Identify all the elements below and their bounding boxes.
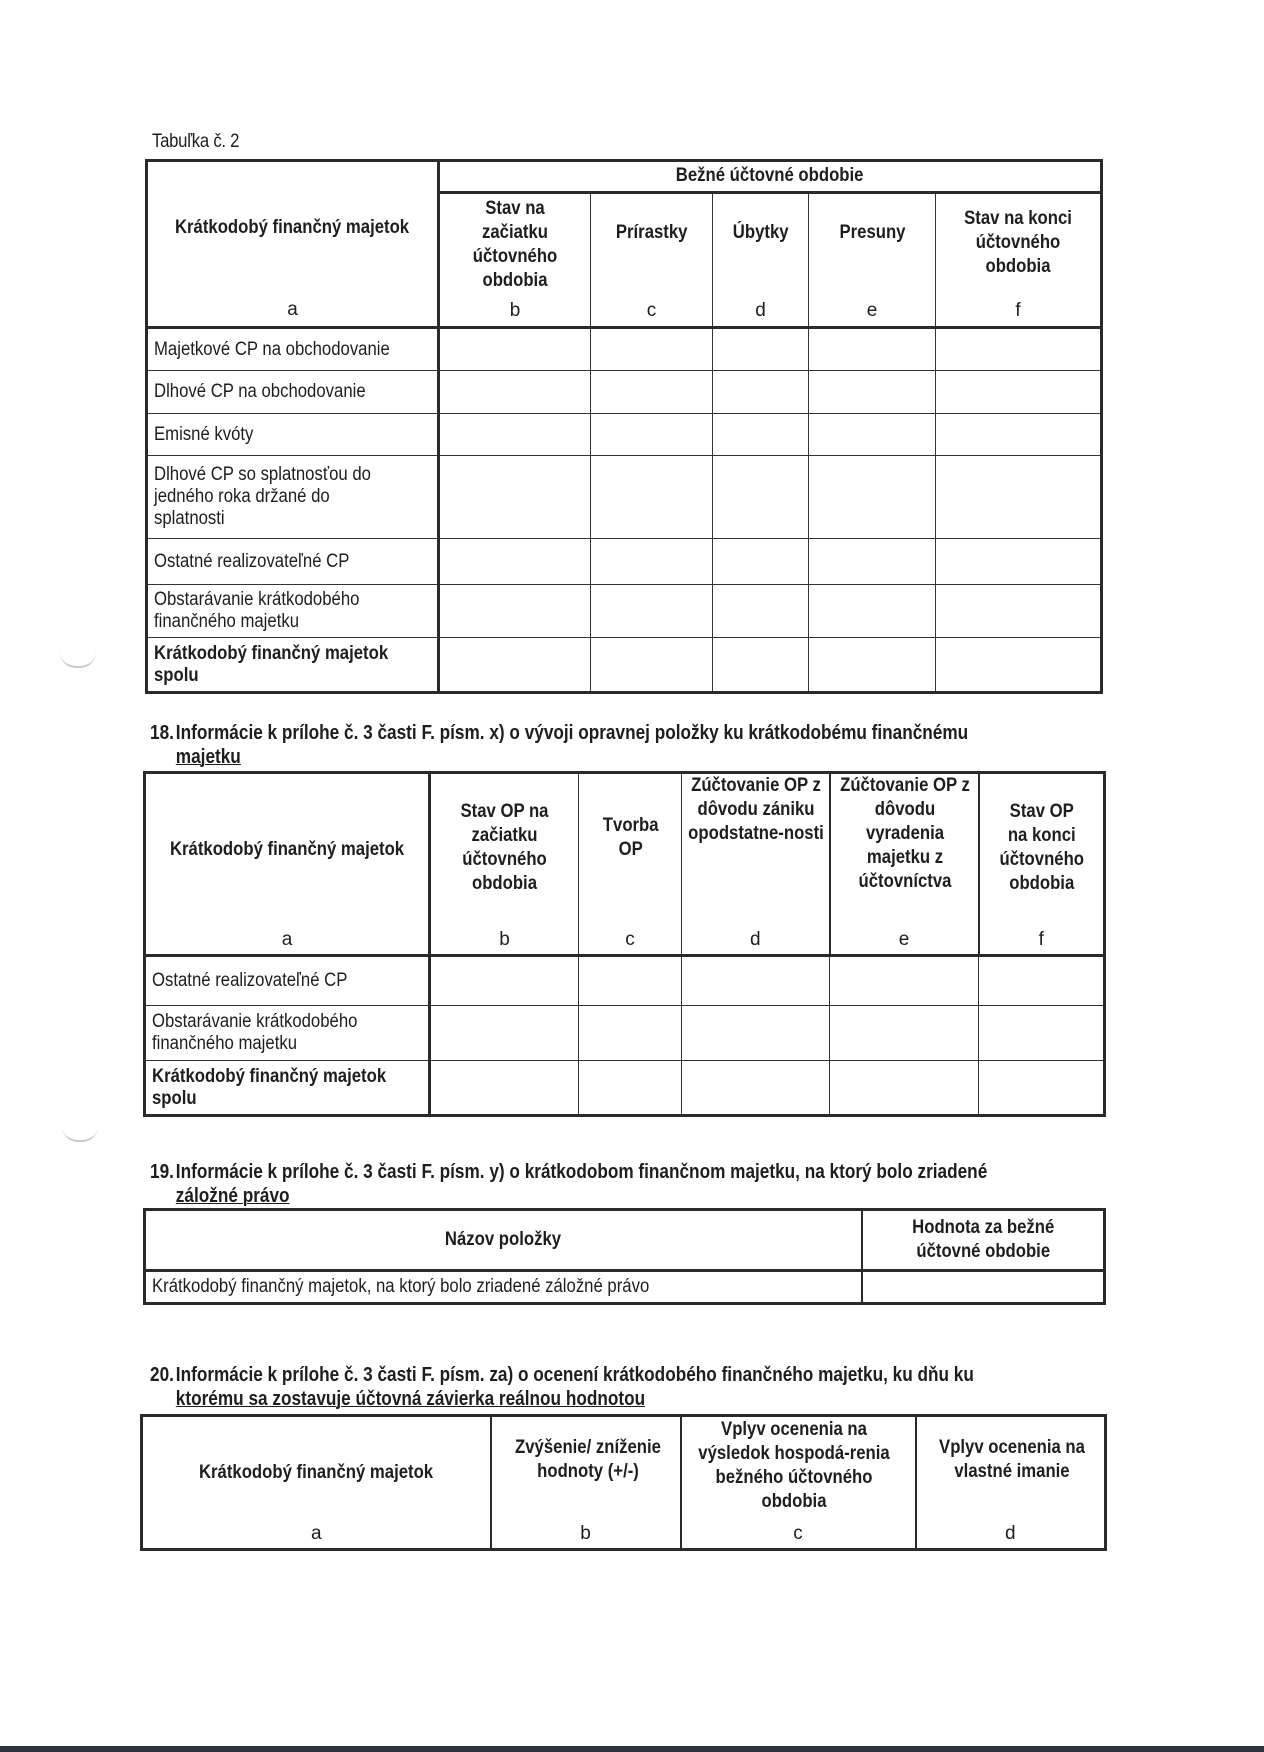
row-label: Dlhové CP na obchodovanie [147, 371, 439, 414]
column-header-b: Zvýšenie/ zníženie hodnoty (+/-) b [491, 1416, 681, 1550]
table-pledged-assets [143, 1208, 1106, 1305]
value-cell[interactable] [591, 328, 713, 371]
group-header: Bežné účtovné obdobie [439, 161, 1102, 193]
column-header-e: Presuny e [809, 192, 936, 327]
scan-edge [0, 1746, 1264, 1752]
value-cell[interactable] [682, 956, 830, 1006]
row-label-total: Krátkodobý finančný majetok spolu [147, 638, 439, 693]
value-cell[interactable] [713, 414, 809, 456]
column-header-a: Krátkodobý finančný majetok a [145, 773, 430, 956]
value-cell[interactable] [936, 585, 1102, 638]
value-cell[interactable] [979, 1006, 1105, 1061]
value-cell[interactable] [713, 585, 809, 638]
table-caption: Tabuľka č. 2 [152, 131, 240, 152]
value-cell[interactable] [591, 414, 713, 456]
value-cell[interactable] [430, 1061, 579, 1116]
row-label: Dlhové CP so splatnosťou do jedného roka držané do splatnosti [147, 456, 439, 539]
value-cell[interactable] [713, 456, 809, 539]
row-label: Obstarávanie krátkodobého finančného majetku [145, 1006, 430, 1061]
value-cell[interactable] [809, 585, 936, 638]
value-cell[interactable] [713, 371, 809, 414]
column-header-a: Krátkodobý finančný majetok a [147, 161, 439, 328]
value-cell[interactable] [936, 371, 1102, 414]
section-19-heading: 19.Informácie k prílohe č. 3 časti F. písm. y) o krátkodobom finančnom majetku, na ktorý bolo zriadené záložné právo [150, 1161, 988, 1207]
section-20-heading: 20.Informácie k prílohe č. 3 časti F. písm. za) o ocenení krátkodobého finančného majetku, ku dňu ku ktorému sa zostavuje účtovná závierka reálnou hodnotou [150, 1364, 974, 1410]
column-header-d: Vplyv ocenenia na vlastné imanie d [916, 1416, 1106, 1550]
table-row [147, 456, 1102, 539]
table-row [147, 328, 1102, 371]
value-cell[interactable] [439, 328, 591, 371]
column-header-f: Stav na konci účtovného obdobia f [936, 192, 1102, 327]
value-cell[interactable] [936, 456, 1102, 539]
table-row [147, 414, 1102, 456]
table-row [145, 1271, 1105, 1304]
column-header-current-value: Hodnota za bežné účtovné obdobie [862, 1210, 1105, 1271]
column-header-item-name: Názov položky [145, 1210, 862, 1271]
row-label: Majetkové CP na obchodovanie [147, 328, 439, 371]
table-allowance-development [143, 771, 1106, 1117]
row-label: Krátkodobý finančný majetok, na ktorý bolo zriadené záložné právo [145, 1271, 862, 1304]
value-cell[interactable] [713, 328, 809, 371]
value-cell[interactable] [809, 539, 936, 585]
value-cell[interactable] [591, 539, 713, 585]
value-cell[interactable] [439, 371, 591, 414]
punch-hole-mark [60, 652, 96, 668]
value-cell[interactable] [936, 328, 1102, 371]
column-header-c: Vplyv ocenenia na výsledok hospodá-renia bežného účtovného obdobia c [681, 1416, 916, 1550]
section-18-heading: 18.Informácie k prílohe č. 3 časti F. písm. x) o vývoji opravnej položky ku krátkodobému finančnému majetku [150, 722, 969, 768]
value-cell[interactable] [809, 328, 936, 371]
value-cell[interactable] [809, 638, 936, 693]
value-cell[interactable] [579, 1061, 682, 1116]
value-cell[interactable] [430, 1006, 579, 1061]
column-header-b: Stav OP na začiatku účtovného obdobia b [430, 773, 579, 956]
column-header-c: Tvorba OP c [579, 773, 682, 956]
value-cell[interactable] [936, 539, 1102, 585]
table-row [147, 585, 1102, 638]
value-cell[interactable] [979, 1061, 1105, 1116]
table-row [147, 371, 1102, 414]
table-fair-value-valuation [140, 1414, 1107, 1551]
value-cell[interactable] [591, 371, 713, 414]
value-cell[interactable] [830, 1006, 979, 1061]
value-cell[interactable] [591, 638, 713, 693]
value-cell[interactable] [830, 956, 979, 1006]
value-cell[interactable] [809, 456, 936, 539]
column-header-b: Stav na začiatku účtovného obdobia b [439, 192, 591, 327]
column-header-a: Krátkodobý finančný majetok a [142, 1416, 491, 1550]
column-header-d: Úbytky d [713, 192, 809, 327]
value-cell[interactable] [682, 1061, 830, 1116]
row-label-total: Krátkodobý finančný majetok spolu [145, 1061, 430, 1116]
value-cell[interactable] [682, 1006, 830, 1061]
value-cell[interactable] [979, 956, 1105, 1006]
table-row [147, 539, 1102, 585]
table-row-total [147, 638, 1102, 693]
value-cell[interactable] [439, 638, 591, 693]
column-header-f: Stav OP na konci účtovného obdobia f [979, 773, 1105, 956]
value-cell[interactable] [439, 456, 591, 539]
value-cell[interactable] [430, 956, 579, 1006]
value-cell[interactable] [830, 1061, 979, 1116]
value-cell[interactable] [591, 585, 713, 638]
punch-hole-mark [62, 1126, 98, 1142]
value-cell[interactable] [809, 371, 936, 414]
row-label: Ostatné realizovateľné CP [147, 539, 439, 585]
value-cell[interactable] [809, 414, 936, 456]
value-cell[interactable] [439, 585, 591, 638]
row-label: Obstarávanie krátkodobého finančného majetku [147, 585, 439, 638]
value-cell[interactable] [862, 1271, 1105, 1304]
column-header-e: Zúčtovanie OP z dôvodu vyradenia majetku z účtovníctva e [830, 773, 979, 956]
row-label: Emisné kvóty [147, 414, 439, 456]
value-cell[interactable] [936, 638, 1102, 693]
value-cell[interactable] [579, 1006, 682, 1061]
value-cell[interactable] [713, 638, 809, 693]
table-row [145, 1006, 1105, 1061]
column-header-d: Zúčtovanie OP z dôvodu zániku opodstatne-nosti d [682, 773, 830, 956]
column-header-c: Prírastky c [591, 192, 713, 327]
table-row [145, 956, 1105, 1006]
value-cell[interactable] [439, 539, 591, 585]
value-cell[interactable] [713, 539, 809, 585]
value-cell[interactable] [579, 956, 682, 1006]
value-cell[interactable] [936, 414, 1102, 456]
table-row-total [145, 1061, 1105, 1116]
value-cell[interactable] [439, 414, 591, 456]
table-short-term-financial-assets [145, 159, 1103, 694]
row-label: Ostatné realizovateľné CP [145, 956, 430, 1006]
value-cell[interactable] [591, 456, 713, 539]
